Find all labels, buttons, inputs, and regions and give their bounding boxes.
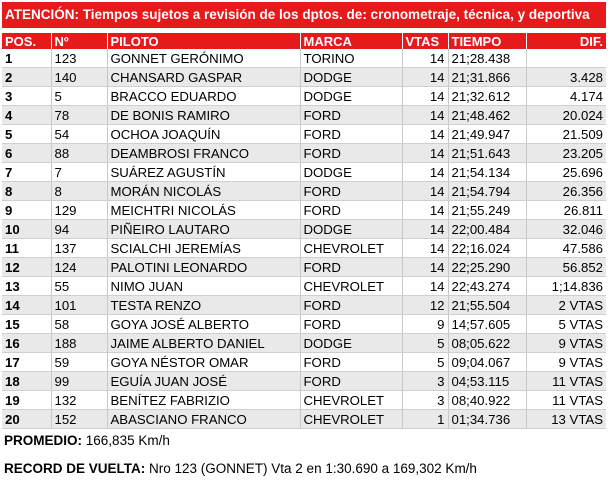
position-cell: 2	[2, 68, 51, 87]
position-cell: 17	[2, 353, 51, 372]
brand-cell: CHEVROLET	[300, 277, 402, 296]
driver-cell: SUÁREZ AGUSTÍN	[107, 163, 300, 182]
driver-cell: PIÑEIRO LAUTARO	[107, 220, 300, 239]
laps-cell: 5	[402, 353, 448, 372]
driver-cell: EGUÍA JUAN JOSÉ	[107, 372, 300, 391]
gap-cell	[526, 49, 606, 68]
laps-cell: 14	[402, 49, 448, 68]
average-speed-label: PROMEDIO:	[4, 433, 83, 448]
time-cell: 22;43.274	[448, 277, 526, 296]
table-row	[2, 163, 606, 182]
brand-cell: DODGE	[300, 68, 402, 87]
time-cell: 08;40.922	[448, 391, 526, 410]
gap-cell: 13 VTAS	[526, 410, 606, 429]
brand-cell: DODGE	[300, 163, 402, 182]
time-cell: 09;04.067	[448, 353, 526, 372]
table-row	[2, 49, 606, 68]
car-number-cell: 132	[51, 391, 107, 410]
position-cell: 8	[2, 182, 51, 201]
lap-record-value: Nro 123 (GONNET) Vta 2 en 1:30.690 a 169,302 Km/h	[149, 461, 477, 476]
laps-cell: 3	[402, 372, 448, 391]
brand-cell: FORD	[300, 315, 402, 334]
table-header-row	[2, 33, 606, 49]
car-number-cell: 78	[51, 106, 107, 125]
car-number-cell: 123	[51, 49, 107, 68]
laps-cell: 3	[402, 391, 448, 410]
laps-cell: 14	[402, 163, 448, 182]
position-cell: 13	[2, 277, 51, 296]
table-row	[2, 239, 606, 258]
table-row	[2, 353, 606, 372]
time-cell: 21;54.134	[448, 163, 526, 182]
laps-cell: 14	[402, 144, 448, 163]
time-cell: 04;53.115	[448, 372, 526, 391]
driver-cell: NIMO JUAN	[107, 277, 300, 296]
column-header-num: Nº	[51, 33, 107, 49]
table-row	[2, 87, 606, 106]
car-number-cell: 152	[51, 410, 107, 429]
car-number-cell: 99	[51, 372, 107, 391]
car-number-cell: 188	[51, 334, 107, 353]
laps-cell: 14	[402, 106, 448, 125]
gap-cell: 5 VTAS	[526, 315, 606, 334]
driver-cell: MEICHTRI NICOLÁS	[107, 201, 300, 220]
position-cell: 3	[2, 87, 51, 106]
laps-cell: 14	[402, 68, 448, 87]
driver-cell: JAIME ALBERTO DANIEL	[107, 334, 300, 353]
position-cell: 4	[2, 106, 51, 125]
gap-cell: 9 VTAS	[526, 353, 606, 372]
time-cell: 21;55.249	[448, 201, 526, 220]
time-cell: 21;31.866	[448, 68, 526, 87]
gap-cell: 25.696	[526, 163, 606, 182]
column-header-pos: POS.	[2, 33, 51, 49]
brand-cell: FORD	[300, 106, 402, 125]
laps-cell: 12	[402, 296, 448, 315]
results-table	[2, 33, 606, 429]
driver-cell: DEAMBROSI FRANCO	[107, 144, 300, 163]
driver-cell: BRACCO EDUARDO	[107, 87, 300, 106]
position-cell: 10	[2, 220, 51, 239]
position-cell: 15	[2, 315, 51, 334]
lap-record	[4, 461, 477, 476]
time-cell: 22;00.484	[448, 220, 526, 239]
column-header-tiempo: TIEMPO	[448, 33, 526, 49]
table-row	[2, 277, 606, 296]
time-cell: 01;34.736	[448, 410, 526, 429]
laps-cell: 14	[402, 220, 448, 239]
car-number-cell: 55	[51, 277, 107, 296]
time-cell: 21;28.438	[448, 49, 526, 68]
position-cell: 11	[2, 239, 51, 258]
table-row	[2, 220, 606, 239]
average-speed-value: 166,835 Km/h	[85, 433, 170, 448]
driver-cell: CHANSARD GASPAR	[107, 68, 300, 87]
table-row	[2, 391, 606, 410]
column-header-dif: DIF.	[526, 33, 606, 49]
position-cell: 19	[2, 391, 51, 410]
car-number-cell: 88	[51, 144, 107, 163]
position-cell: 5	[2, 125, 51, 144]
time-cell: 21;49.947	[448, 125, 526, 144]
table-row	[2, 315, 606, 334]
driver-cell: PALOTINI LEONARDO	[107, 258, 300, 277]
car-number-cell: 7	[51, 163, 107, 182]
gap-cell: 32.046	[526, 220, 606, 239]
laps-cell: 5	[402, 334, 448, 353]
car-number-cell: 58	[51, 315, 107, 334]
table-row	[2, 258, 606, 277]
table-row	[2, 201, 606, 220]
gap-cell: 47.586	[526, 239, 606, 258]
gap-cell: 9 VTAS	[526, 334, 606, 353]
position-cell: 16	[2, 334, 51, 353]
notice-banner: ATENCIÓN: Tiempos sujetos a revisión de los dptos. de: cronometraje, técnica, y deportiva	[2, 2, 606, 28]
car-number-cell: 101	[51, 296, 107, 315]
results-body	[2, 49, 606, 429]
laps-cell: 1	[402, 410, 448, 429]
gap-cell: 4.174	[526, 87, 606, 106]
driver-cell: SCIALCHI JEREMÍAS	[107, 239, 300, 258]
gap-cell: 20.024	[526, 106, 606, 125]
gap-cell: 3.428	[526, 68, 606, 87]
table-row	[2, 68, 606, 87]
brand-cell: FORD	[300, 144, 402, 163]
driver-cell: OCHOA JOAQUÍN	[107, 125, 300, 144]
laps-cell: 14	[402, 277, 448, 296]
brand-cell: TORINO	[300, 49, 402, 68]
laps-cell: 14	[402, 125, 448, 144]
car-number-cell: 129	[51, 201, 107, 220]
driver-cell: TESTA RENZO	[107, 296, 300, 315]
brand-cell: DODGE	[300, 334, 402, 353]
position-cell: 9	[2, 201, 51, 220]
laps-cell: 14	[402, 258, 448, 277]
column-header-vtas: VTAS	[402, 33, 448, 49]
brand-cell: FORD	[300, 125, 402, 144]
car-number-cell: 5	[51, 87, 107, 106]
brand-cell: DODGE	[300, 87, 402, 106]
average-speed	[4, 433, 170, 448]
brand-cell: FORD	[300, 201, 402, 220]
time-cell: 22;16.024	[448, 239, 526, 258]
gap-cell: 56.852	[526, 258, 606, 277]
gap-cell: 21.509	[526, 125, 606, 144]
car-number-cell: 59	[51, 353, 107, 372]
brand-cell: FORD	[300, 372, 402, 391]
laps-cell: 9	[402, 315, 448, 334]
car-number-cell: 94	[51, 220, 107, 239]
gap-cell: 11 VTAS	[526, 372, 606, 391]
position-cell: 7	[2, 163, 51, 182]
driver-cell: DE BONIS RAMIRO	[107, 106, 300, 125]
position-cell: 14	[2, 296, 51, 315]
lap-record-label: RECORD DE VUELTA:	[4, 461, 146, 476]
time-cell: 21;32.612	[448, 87, 526, 106]
table-row	[2, 334, 606, 353]
brand-cell: CHEVROLET	[300, 410, 402, 429]
gap-cell: 23.205	[526, 144, 606, 163]
driver-cell: GOYA NÉSTOR OMAR	[107, 353, 300, 372]
position-cell: 20	[2, 410, 51, 429]
laps-cell: 14	[402, 87, 448, 106]
table-row	[2, 106, 606, 125]
brand-cell: FORD	[300, 353, 402, 372]
position-cell: 18	[2, 372, 51, 391]
position-cell: 1	[2, 49, 51, 68]
driver-cell: ABASCIANO FRANCO	[107, 410, 300, 429]
brand-cell: DODGE	[300, 220, 402, 239]
gap-cell: 26.811	[526, 201, 606, 220]
driver-cell: MORÁN NICOLÁS	[107, 182, 300, 201]
brand-cell: FORD	[300, 258, 402, 277]
time-cell: 22;25.290	[448, 258, 526, 277]
gap-cell: 11 VTAS	[526, 391, 606, 410]
gap-cell: 2 VTAS	[526, 296, 606, 315]
table-row	[2, 144, 606, 163]
column-header-marca: MARCA	[300, 33, 402, 49]
gap-cell: 1;14.836	[526, 277, 606, 296]
time-cell: 21;48.462	[448, 106, 526, 125]
laps-cell: 14	[402, 182, 448, 201]
time-cell: 21;55.504	[448, 296, 526, 315]
laps-cell: 14	[402, 239, 448, 258]
column-header-piloto: PILOTO	[107, 33, 300, 49]
gap-cell: 26.356	[526, 182, 606, 201]
driver-cell: BENÍTEZ FABRIZIO	[107, 391, 300, 410]
brand-cell: FORD	[300, 182, 402, 201]
time-cell: 21;51.643	[448, 144, 526, 163]
brand-cell: FORD	[300, 296, 402, 315]
table-row	[2, 372, 606, 391]
car-number-cell: 124	[51, 258, 107, 277]
car-number-cell: 137	[51, 239, 107, 258]
car-number-cell: 54	[51, 125, 107, 144]
position-cell: 12	[2, 258, 51, 277]
laps-cell: 14	[402, 201, 448, 220]
driver-cell: GOYA JOSÉ ALBERTO	[107, 315, 300, 334]
time-cell: 08;05.622	[448, 334, 526, 353]
time-cell: 21;54.794	[448, 182, 526, 201]
car-number-cell: 140	[51, 68, 107, 87]
table-row	[2, 296, 606, 315]
brand-cell: CHEVROLET	[300, 391, 402, 410]
table-row	[2, 410, 606, 429]
car-number-cell: 8	[51, 182, 107, 201]
time-cell: 14;57.605	[448, 315, 526, 334]
table-row	[2, 182, 606, 201]
position-cell: 6	[2, 144, 51, 163]
driver-cell: GONNET GERÓNIMO	[107, 49, 300, 68]
brand-cell: CHEVROLET	[300, 239, 402, 258]
table-row	[2, 125, 606, 144]
